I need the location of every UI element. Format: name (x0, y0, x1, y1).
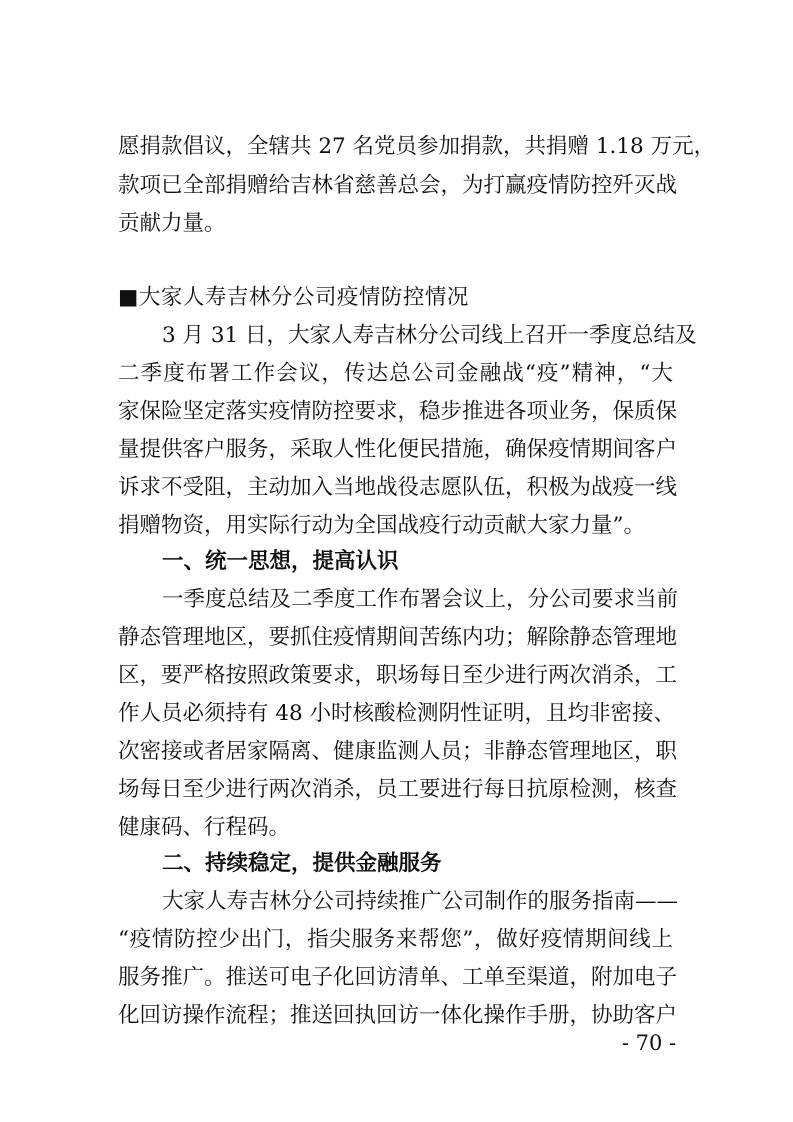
paragraph-line: 诉求不受阻，主动加入当地战役志愿队伍，积极为战疫一线 (118, 475, 678, 500)
page-number: - 70 - (621, 1031, 677, 1055)
subsection-heading: 一、统一思想，提高认识 (162, 549, 399, 574)
paragraph-line: 一季度总结及二季度工作布署会议上，分公司要求当前 (162, 587, 679, 612)
paragraph-line: “疫情防控少出门，指尖服务来帮您”，做好疫情期间线上 (118, 927, 673, 952)
paragraph-line: 捐赠物资，用实际行动为全国战疫行动贡献大家力量”。 (118, 513, 645, 538)
paragraph-line: 大家人寿吉林分公司持续推广公司制作的服务指南—— (162, 889, 679, 914)
paragraph-line: 场每日至少进行两次消杀，员工要进行每日抗原检测，核查 (118, 777, 678, 802)
section-heading: ■大家人寿吉林分公司疫情防控情况 (118, 285, 469, 310)
paragraph-line: 化回访操作流程；推送回执回访一体化操作手册，协助客户 (118, 1003, 678, 1028)
paragraph-line: 服务推广。推送可电子化回访清单、工单至渠道，附加电子 (118, 965, 678, 990)
paragraph-line: 款项已全部捐赠给吉林省慈善总会，为打赢疫情防控歼灭战 (118, 173, 678, 198)
paragraph-line: 健康码、行程码。 (118, 815, 291, 840)
paragraph-line: 次密接或者居家隔离、健康监测人员；非静态管理地区，职 (118, 739, 678, 764)
paragraph-line: 家保险坚定落实疫情防控要求，稳步推进各项业务，保质保 (118, 399, 678, 424)
paragraph-line: 静态管理地区，要抓住疫情期间苦练内功；解除静态管理地 (118, 625, 678, 650)
paragraph-line: 愿捐款倡议，全辖共 27 名党员参加捐款，共捐赠 1.18 万元， (118, 134, 716, 159)
subsection-heading: 二、持续稳定，提供金融服务 (162, 851, 442, 876)
paragraph-line: 二季度布署工作会议，传达总公司金融战“疫”精神，“大 (118, 361, 673, 386)
paragraph-line: 贡献力量。 (118, 211, 226, 236)
paragraph-line: 区，要严格按照政策要求，职场每日至少进行两次消杀，工 (118, 663, 678, 688)
paragraph-line: 量提供客户服务，采取人性化便民措施，确保疫情期间客户 (118, 437, 678, 462)
paragraph-line: 3 月 31 日，大家人寿吉林分公司线上召开一季度总结及 (162, 323, 697, 348)
paragraph-line: 作人员必须持有 48 小时核酸检测阴性证明，且均非密接、 (118, 701, 676, 726)
